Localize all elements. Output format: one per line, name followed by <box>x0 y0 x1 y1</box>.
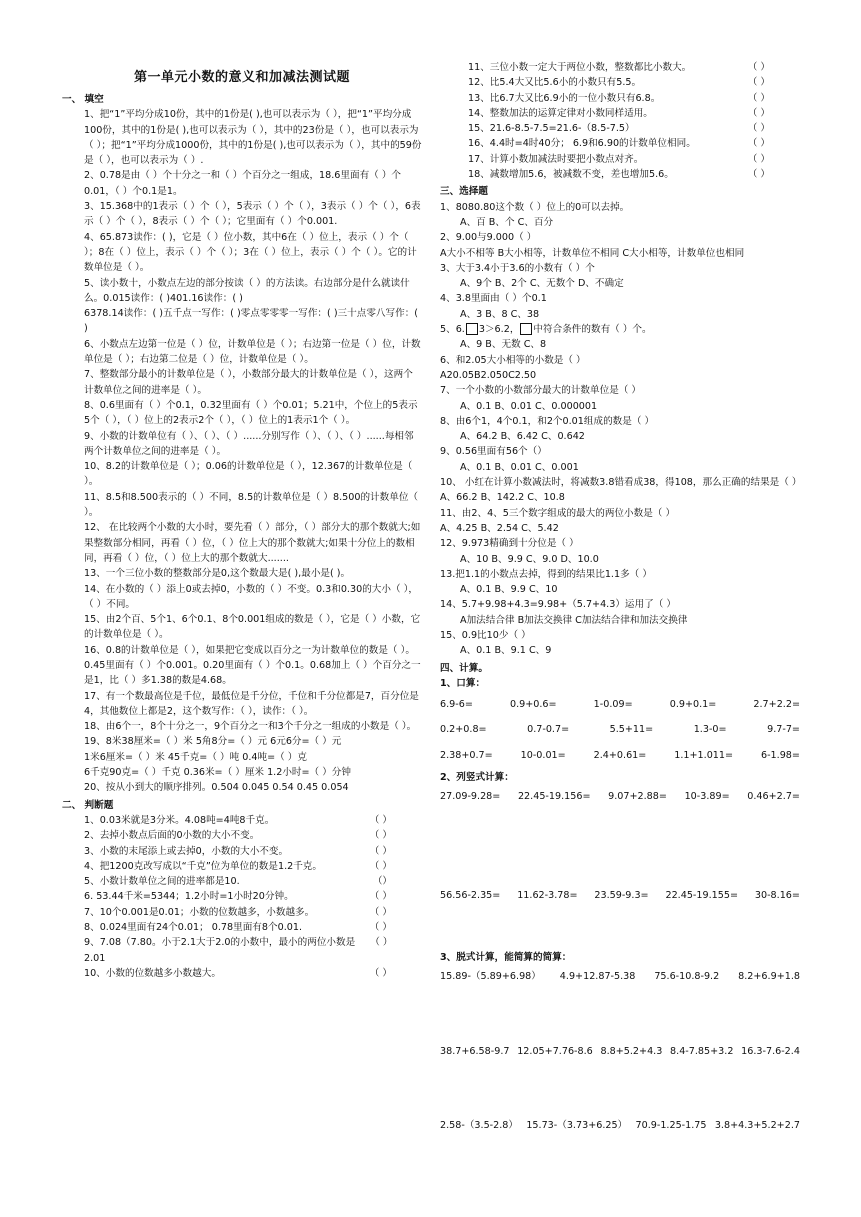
calc-expression: 0.2+0.8= <box>440 724 487 736</box>
choice-question <box>440 506 820 521</box>
choice-question <box>440 291 820 306</box>
judge-text: 3、小数的末尾添上或去掉0，小数的大小不变。 <box>84 845 289 857</box>
choice-text: 13.把1.1的小数点去掉，得到的结果比1.1多（ ） <box>440 568 652 580</box>
choice-question <box>440 444 820 459</box>
judge-question <box>440 75 820 90</box>
calc-expression: 10-3.89= <box>684 791 730 803</box>
fill-question: 6、小数点左边第一位是（ ）位，计数单位是（ ）；右边第一位是（ ）位，计数单位是（ ）；右边第二位是（ ）位，计数单位是（ ）。 <box>84 338 421 366</box>
calc-row <box>440 697 820 712</box>
fill-question: 1、把“1”平均分成10份，其中的1份是( ),也可以表示为（ ），把“1”平均分成100份，其中的1份是( ),也可以表示为（ ），其中的23份是（ ），也可以表示为（ ）；把“1”平均分成1000份，其中的1份是( ),也可以表示为（ ），其中的59份是（ ），也可以表示为（ ）. <box>84 109 422 167</box>
right-column <box>440 60 820 1140</box>
choice-options: A、9 B、无数 C、8 <box>460 339 547 351</box>
judge-blank: （ ） <box>369 814 392 826</box>
choice-text: 3、大于3.4小于3.6的小数有（ ）个 <box>440 262 595 274</box>
judge-question <box>62 920 422 935</box>
choice-options: A、百 B、个 C、百分 <box>460 216 554 228</box>
oral-calc-grid <box>440 697 820 763</box>
section-heading-calc: 四、计算。 <box>440 662 488 674</box>
vertical-heading: 2、列竖式计算： <box>440 772 514 784</box>
judge-blank: （ ） <box>369 922 392 934</box>
judge-blank: （ ） <box>369 830 392 842</box>
calc-expression: 0.9+0.6= <box>509 699 557 711</box>
choice-options: A、0.1 B、9.9 C、10 <box>460 584 558 596</box>
judge-blank: （ ） <box>369 845 392 857</box>
calc-expression: 1-0.09= <box>593 699 633 711</box>
section-heading-choice: 三、选择题 <box>440 186 488 198</box>
page-title: 第一单元小数的意义和加减法测试题 <box>133 70 350 85</box>
work-space <box>440 812 820 888</box>
judge-question <box>62 966 422 981</box>
calc-expression: 1.1+1.011= <box>674 749 734 761</box>
choice-question <box>440 521 820 536</box>
choice-text: 11、由2、4、5三个数字组成的最大的两位小数是（ ） <box>440 507 676 519</box>
fill-question: 13、一个三位小数的整数部分是0,这个数最大是( ),最小是( )。 <box>84 568 351 580</box>
choice-options: A、9个 B、2个 C、无数个 D、不确定 <box>460 278 624 290</box>
calc-expression: 0.9+0.1= <box>669 699 717 711</box>
fill-question: 11、8.5和8.500表示的（ ）不同，8.5的计数单位是（ ）8.500的计数单位（ ）。 <box>84 491 419 519</box>
calc-expression: 6-1.98= <box>760 749 800 761</box>
calc-expression: 8.4-7.85+3.2 <box>670 1045 734 1057</box>
calc-expression: 1.3-0= <box>693 724 727 736</box>
calc-expression: 0.7-0.7= <box>527 724 570 736</box>
choice-text: A大小不相等 B大小相等，计数单位不相同 C大小相等，计数单位也相同 <box>440 247 745 259</box>
choice-question <box>440 536 820 551</box>
calc-row <box>440 888 820 903</box>
choice-text: A、4.25 B、2.54 C、5.42 <box>440 522 559 534</box>
judge-text: 17、计算小数加减法时要把小数点对齐。 <box>468 153 644 165</box>
choice-question <box>440 597 820 612</box>
calc-expression: 3.8+4.3+5.2+2.7 <box>714 1119 800 1131</box>
calc-expression: 5.5+11= <box>609 724 654 736</box>
judge-question <box>62 935 422 966</box>
judge-blank: （ ） <box>370 937 393 949</box>
judge-text: 6. 53.44千米=5344；1.2小时=1小时20分钟。 <box>84 891 294 903</box>
choice-options: A、0.1 B、9.1 C、9 <box>460 645 552 657</box>
choice-options: A、0.1 B、0.01 C、0.001 <box>460 461 579 473</box>
calc-expression: 9.7-7= <box>767 724 800 736</box>
choice-options: A加法结合律 B加法交换律 C加法结合律和加法交换律 <box>460 614 688 626</box>
choice-question <box>440 490 820 505</box>
choice-text: 6、和2.05大小相等的小数是（ ） <box>440 354 586 366</box>
judge-text: 8、0.024里面有24个0.01； 0.78里面有8个0.01. <box>84 922 302 934</box>
judge-question <box>440 152 820 167</box>
choice-text-3: 中符合条件的数有（ ）个。 <box>533 324 652 336</box>
blank-box-icon <box>466 323 478 335</box>
judge-question <box>62 859 422 874</box>
judge-text: 13、比6.7大又比6.9小的一位小数只有6.8。 <box>468 92 661 104</box>
fill-question: 18、由6个一，8个十分之一，9个百分之一和3个千分之一组成的小数是（ ）。 <box>84 721 417 733</box>
calc-expression: 4.9+12.87-5.38 <box>559 971 636 983</box>
judge-text: 15、21.6-8.5-7.5=21.6-（8.5-7.5） <box>468 123 635 135</box>
choice-options: A、10 B、9.9 C、9.0 D、10.0 <box>460 553 599 565</box>
calc-expression: 2.58-（3.5-2.8） <box>440 1119 518 1131</box>
calc-row <box>440 969 820 984</box>
judge-question <box>62 874 422 889</box>
calc-row <box>440 1044 820 1059</box>
judge-list-right <box>440 60 820 182</box>
choice-text: 8、由6个1，4个0.1，和2个0.01组成的数是（ ） <box>440 415 655 427</box>
choice-text: 9、0.56里面有56个（） <box>440 446 547 458</box>
judge-text: 11、三位小数一定大于两位小数，整数都比小数大。 <box>468 62 692 73</box>
choice-options: A、3 B、8 C、38 <box>460 308 540 320</box>
judge-question <box>440 136 820 151</box>
judge-blank: （ ） <box>369 906 392 918</box>
judge-question <box>62 813 422 828</box>
choice-question <box>440 322 820 337</box>
choice-text: A20.05B2.050C2.50 <box>440 369 537 381</box>
choice-text: 12、9.973精确到十分位是（ ） <box>440 538 579 550</box>
fill-question: 9、小数的计数单位有（ ）、（ ）、（ ）......分别写作（ ）、（ ）、（ ）......每相邻两个计数单位之间的进率是（ ）。 <box>84 430 414 457</box>
choice-text: 7、一个小数的小数部分最大的计数单位是（ ） <box>440 385 642 397</box>
judge-question <box>440 60 820 75</box>
calc-expression: 11.62-3.78= <box>517 889 578 901</box>
judge-text: 16、4.4时=4时40分； 6.9和6.90的计数单位相同。 <box>468 138 696 150</box>
calc-expression: 38.7+6.58-9.7 <box>440 1045 510 1057</box>
choice-question <box>440 261 820 276</box>
choice-text: A、66.2 B、142.2 C、10.8 <box>440 492 565 504</box>
fill-question: 12、 在比较两个小数的大小时，要先看（ ）部分，（ ）部分大的那个数就大;如果整数部分相同，再看（ ）位，（ ）位上大的那个数就大;如果十分位上的数相同，再看（ ）位，（ ）位上大的那个数就大....... <box>84 522 421 564</box>
section-heading-judge: 二、 判断题 <box>62 799 114 811</box>
vertical-calc-grid <box>440 789 820 944</box>
calc-expression: 22.45-19.156= <box>517 791 591 803</box>
choice-question <box>440 383 820 398</box>
choice-question <box>440 368 820 383</box>
blank-box-icon <box>520 323 532 335</box>
choice-options: A、64.2 B、6.42 C、0.642 <box>460 431 585 443</box>
fill-question: 16、0.8的计数单位是（ ），如果把它变成以百分之一为计数单位的数是（ ）。0.45里面有（ ）个0.001。0.20里面有（ ）个0.1。0.68加上（ ）个百分之一是1，比（ ）多1.38的数是4.68。 <box>84 644 421 687</box>
section-heading-fill: 一、 填空 <box>62 94 104 105</box>
calc-row <box>440 748 820 763</box>
judge-blank: （ ） <box>747 77 770 89</box>
calc-expression: 30-8.16= <box>754 889 800 901</box>
judge-question <box>62 889 422 904</box>
choice-text: 15、0.9比10少（ ） <box>440 629 531 641</box>
judge-blank: （ ） <box>747 138 770 150</box>
fill-question: 19、8米38厘米=（ ）米 5角8分=（ ）元 6元6分=（ ）元 <box>84 736 342 748</box>
calc-expression: 8.8+5.2+4.3 <box>600 1045 663 1057</box>
choice-text: 2、9.00与9.000（ ） <box>440 232 537 244</box>
judge-blank: （ ） <box>747 107 770 119</box>
fill-question: 2、0.78是由（ ）个十分之一和（ ）个百分之一组成，18.6里面有（ ）个0.01，（ ）个0.1是1。 <box>84 170 402 197</box>
calc-expression: 75.6-10.8-9.2 <box>654 971 720 983</box>
choice-text-2: 3＞6.2， <box>478 324 520 336</box>
choice-question <box>440 353 820 368</box>
calc-expression: 2.7+2.2= <box>753 699 800 711</box>
fill-question: 17、有一个数最高位是千位，最低位是千分位，千位和千分位都是7，百分位是4，其他数位上都是2，这个数写作：（ ），读作：（ ）。 <box>84 690 419 717</box>
calc-expression: 9.07+2.88= <box>608 791 667 803</box>
choice-question <box>440 628 820 643</box>
choice-question <box>440 567 820 582</box>
calc-row <box>440 789 820 804</box>
choice-question <box>440 414 820 429</box>
judge-blank: （ ） <box>747 92 770 104</box>
free-calc-grid <box>440 969 820 1133</box>
judge-blank: （ ） <box>369 891 392 903</box>
judge-blank: （ ） <box>747 169 770 181</box>
judge-question <box>62 905 422 920</box>
calc-expression: 6.9-6= <box>440 699 473 711</box>
choice-text: 5、6. <box>440 324 465 336</box>
oral-heading: 1、口算： <box>440 677 486 689</box>
calc-expression: 12.05+7.76-8.6 <box>517 1045 593 1057</box>
judge-text: 18、减数增加5.6，被减数不变，差也增加5.6。 <box>468 169 674 181</box>
judge-blank: （ ） <box>369 860 392 872</box>
calc-expression: 16.3-7.6-2.4 <box>741 1045 800 1057</box>
fill-question: 7、整数部分最小的计数单位是（ ），小数部分最大的计数单位是（ ），这两个计数单位之间的进率是（ ）。 <box>84 369 413 396</box>
judge-blank: （） <box>372 876 392 888</box>
calc-expression: 27.09-9.28= <box>440 791 501 803</box>
fill-question: 6378.14读作：( )五千点一写作：( )零点零零零一写作：( )三十点零八写作：( ) <box>84 308 419 335</box>
fill-question: 15、由2个百、5个1、6个0.1、8个0.001组成的数是（ ），它是（ ）小数，它的计数单位是（ ）。 <box>84 614 421 641</box>
fill-in-list <box>62 107 422 795</box>
fill-question: 10、8.2的计数单位是（ ）；0.06的计数单位是（ ），12.367的计数单位是（ ）。 <box>84 461 413 488</box>
calc-row <box>440 722 820 737</box>
choice-text: 4、3.8里面由（ ）个0.1 <box>440 293 547 305</box>
judge-blank: （ ） <box>747 62 770 73</box>
judge-text: 4、把1200克改写成以“千克”位为单位的数是1.2千克。 <box>84 860 322 872</box>
calc-row <box>440 1118 820 1133</box>
judge-question <box>440 121 820 136</box>
judge-blank: （ ） <box>747 153 770 165</box>
judge-text: 14、整数加法的运算定律对小数同样适用。 <box>468 107 653 119</box>
judge-question <box>62 828 422 843</box>
judge-text: 10、小数的位数越多小数越大。 <box>84 967 221 979</box>
calc-expression: 0.46+2.7= <box>747 791 800 803</box>
judge-list-left <box>62 813 422 981</box>
judge-text: 7、10个0.001是0.01；小数的位数越多，小数越多。 <box>84 906 315 918</box>
choice-text: 14、5.7+9.98+4.3=9.98+（5.7+4.3）运用了（ ） <box>440 599 676 611</box>
fill-question: 4、65.873读作：( )，它是（ ）位小数，其中6在（ ）位上，表示（ ）个（ ）；8在（ ）位上，表示（ ）个（ ）；3在（ ）位上，表示（ ）个（ ）。它的计数单位是（ ）。 <box>84 231 417 274</box>
choice-question <box>440 200 820 215</box>
judge-text: 2、去掉小数点后面的0小数的大小不变。 <box>84 830 260 842</box>
free-heading: 3、脱式计算，能简算的简算： <box>440 951 572 963</box>
calc-expression: 70.9-1.25-1.75 <box>635 1119 707 1131</box>
calc-expression: 15.73-（3.73+6.25） <box>526 1119 628 1131</box>
fill-question: 1米6厘米=（ ）米 45千克=（ ）吨 0.4吨=（ ）克 <box>84 751 307 763</box>
judge-blank: （ ） <box>747 123 770 135</box>
left-column <box>62 90 422 981</box>
calc-expression: 8.2+6.9+1.8 <box>738 971 800 983</box>
choice-text: 1、8080.80这个数（ ）位上的0可以去掉。 <box>440 201 630 213</box>
judge-text: 9、7.08（7.80。小于2.1大于2.0的小数中，最小的两位小数是2.01 <box>84 937 356 964</box>
fill-question: 8、0.6里面有（ ）个0.1，0.32里面有（ ）个0.01；5.21中，个位上的5表示5个（ ），（ ）位上的2表示2个（ ），（ ）位上的1表示1个（ ）。 <box>84 399 418 427</box>
choice-options: A、0.1 B、0.01 C、0.000001 <box>460 400 598 412</box>
judge-question <box>440 106 820 121</box>
calc-expression: 2.4+0.61= <box>593 749 647 761</box>
judge-text: 1、0.03米就是3分米。4.08吨=4吨8千克。 <box>84 814 275 826</box>
judge-question <box>440 167 820 182</box>
calc-expression: 22.45-19.155= <box>665 889 739 901</box>
calc-expression: 10-0.01= <box>520 749 566 761</box>
calc-expression: 23.59-9.3= <box>594 889 649 901</box>
choice-question <box>440 230 820 245</box>
choice-question <box>440 246 820 261</box>
judge-blank: （ ） <box>369 967 392 979</box>
fill-question: 6千克90克=（ ）千克 0.36米=（ ）厘米 1.2小时=（ ）分钟 <box>84 767 351 779</box>
choice-text: 10、 小红在计算小数减法时，将减数3.8错看成38，得108，那么正确的结果是（ ） <box>440 477 802 489</box>
judge-text: 5、小数计数单位之间的进率都是10. <box>84 876 240 888</box>
choice-list <box>440 200 820 659</box>
judge-text: 12、比5.4大又比5.6小的小数只有5.5。 <box>468 77 642 89</box>
fill-question: 3、15.368中的1表示（ ）个（ ），5表示（ ）个（ ），3表示（ ）个（ ），6表示（ ）个（ ），8表示（ ）个（ ）；它里面有（ ）个0.001. <box>84 201 421 228</box>
judge-question <box>440 91 820 106</box>
judge-question <box>62 844 422 859</box>
calc-expression: 2.38+0.7= <box>440 749 493 761</box>
fill-question: 5、读小数十，小数点左边的部分按读（ ）的方法读。右边部分是什么就读什么。0.015读作：( )401.16读作：( ) <box>84 277 410 304</box>
work-space <box>440 992 820 1044</box>
fill-question: 14、在小数的（ ）添上0或去掉0，小数的（ ）不变。0.3和0.30的大小（ ），（ ）不同。 <box>84 583 419 610</box>
work-space <box>440 1066 820 1118</box>
choice-question <box>440 475 820 490</box>
work-space <box>440 910 820 944</box>
calc-expression: 56.56-2.35= <box>440 889 501 901</box>
calc-expression: 15.89-（5.89+6.98） <box>440 971 541 983</box>
fill-question: 20、按从小到大的顺序排列。0.504 0.045 0.54 0.45 0.054 <box>84 782 349 794</box>
